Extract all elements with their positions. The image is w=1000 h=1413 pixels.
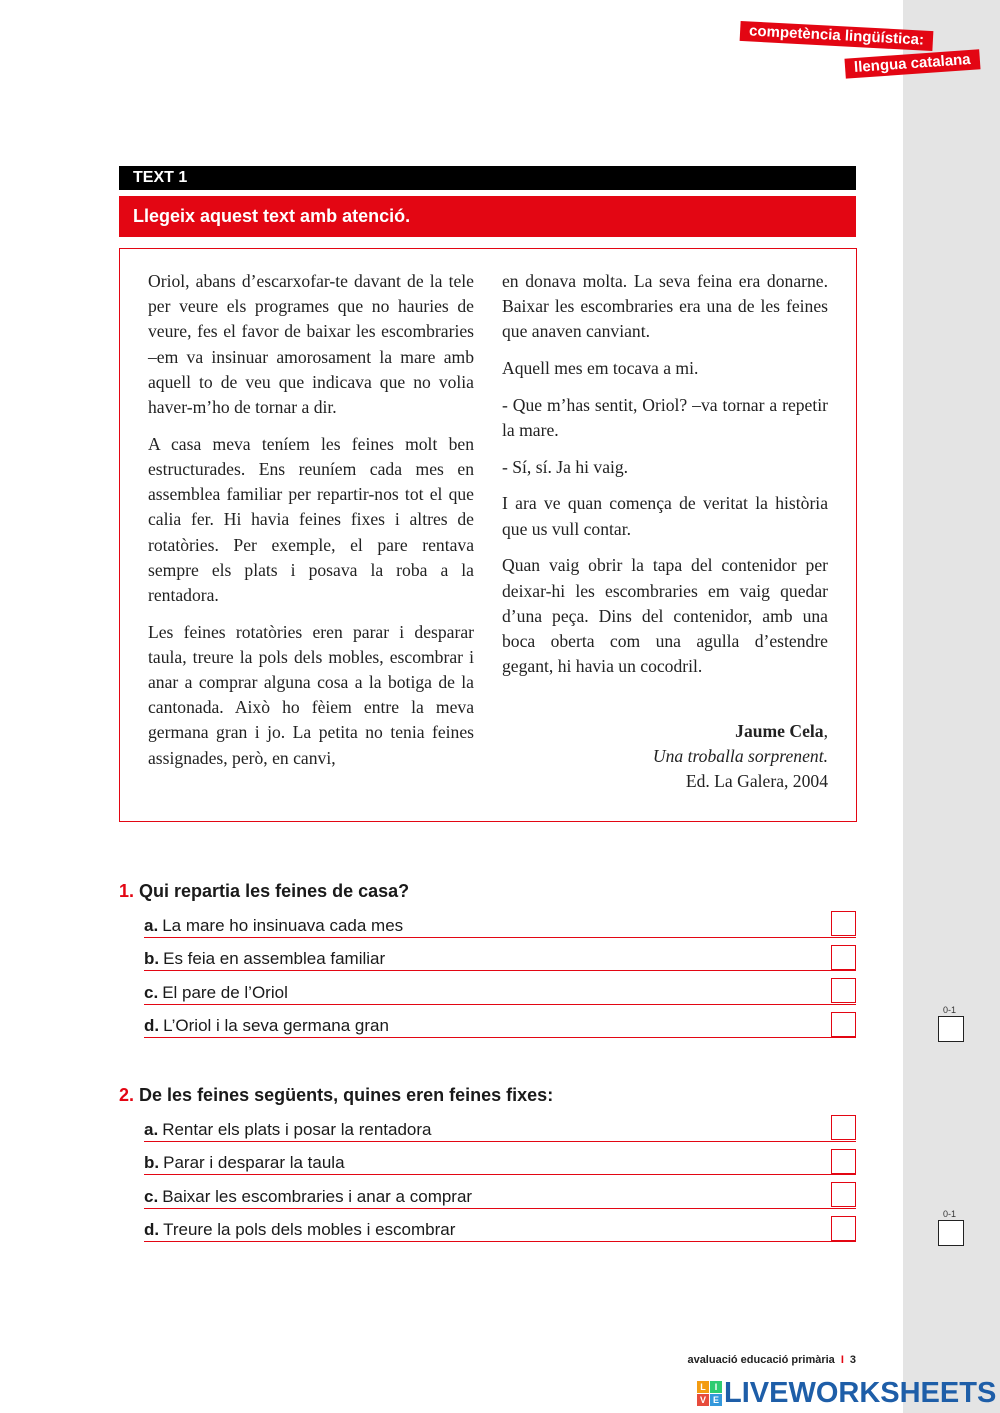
answer-option [144, 971, 856, 1005]
citation [653, 719, 828, 795]
citation-author: Jaume Cela [735, 721, 824, 741]
answer-checkbox[interactable] [831, 1012, 856, 1037]
option-text: Treure la pols dels mobles i escombrar [163, 1220, 456, 1239]
score-box[interactable] [938, 1016, 964, 1042]
grading-sidebar [903, 0, 1000, 1413]
reading-column-left [148, 269, 474, 782]
citation-book: Una troballa sorprenent. [652, 746, 828, 767]
logo-grid-letter: E [710, 1394, 722, 1406]
option-letter: d. [144, 1016, 160, 1035]
answer-option [144, 1142, 856, 1176]
reading-paragraph: I ara ve quan comença de veritat la història que us vull contar. [502, 493, 828, 539]
answer-checkbox[interactable] [831, 1149, 856, 1174]
answer-checkbox[interactable] [831, 1182, 856, 1207]
option-letter: a. [144, 1119, 159, 1139]
liveworksheets-logo [697, 1377, 996, 1409]
reading-paragraph: Aquell mes em tocava a mi. [502, 358, 699, 379]
option-text: El pare de l’Oriol [162, 982, 288, 1002]
question-1 [119, 878, 856, 1038]
answer-checkbox[interactable] [831, 1115, 856, 1140]
subject-tag-line2: llengua catalana [844, 49, 980, 78]
option-text: Baixar les escombraries i anar a comprar [162, 1186, 473, 1206]
score-field-q2 [938, 1209, 964, 1246]
citation-publisher: Ed. La Galera, 2004 [685, 771, 828, 792]
reading-column-right [502, 269, 828, 691]
question-number: 2. [119, 1085, 135, 1105]
answer-checkbox[interactable] [831, 945, 856, 970]
score-field-q1 [938, 1005, 964, 1042]
answer-checkbox[interactable] [831, 911, 856, 936]
option-text: Parar i desparar la taula [163, 1153, 345, 1172]
instruction-bar: Llegeix aquest text amb atenció. [119, 196, 856, 237]
option-letter: b. [144, 1153, 160, 1172]
option-text: La mare ho insinuava cada mes [162, 915, 404, 935]
reading-paragraph: Oriol, abans d’escarxofar-te davant de la tele per veure els programes que no hauries de veure, fes el favor de baixar les escombraries –em va insinuar amorosament la mare amb aquell to de veu que indicava que no volia haver-m’ho de tornar a dir. [148, 271, 474, 418]
reading-paragraph: - Sí, sí. Ja hi vaig. [502, 456, 629, 477]
reading-paragraph: - Que m’has sentit, Oriol? –va tornar a repetir la mare. [502, 394, 828, 441]
reading-paragraph: Les feines rotatòries eren parar i desparar taula, treure la pols dels mobles, escombrar i anar a comprar alguna cosa a la botiga de la cantonada. Això ho fèiem entre la meva germana gran i jo. La petita no tenia feines assignades, però, en canvi, [148, 621, 474, 768]
subject-tag-line1: competència lingüística: [740, 21, 934, 51]
score-box[interactable] [938, 1220, 964, 1246]
option-text: L’Oriol i la seva germana gran [163, 1016, 389, 1035]
question-title [119, 1082, 856, 1108]
question-text: De les feines següents, quines eren feines fixes: [139, 1085, 554, 1105]
citation-comma: , [823, 721, 828, 741]
answer-option [144, 904, 856, 938]
question-2 [119, 1082, 856, 1242]
answer-option [144, 938, 856, 972]
footer-separator: I [840, 1354, 844, 1366]
footer-label: avaluació educació primària [687, 1354, 835, 1366]
text-label-bar: TEXT 1 [119, 166, 856, 190]
answer-option [144, 1175, 856, 1209]
score-label: 0-1 [943, 1209, 957, 1219]
page-number: 3 [849, 1354, 856, 1366]
option-letter: c. [144, 982, 159, 1002]
brand-name: LIVEWORKSHEETS [724, 1376, 997, 1409]
question-title [119, 878, 856, 904]
liveworksheets-logo-icon [697, 1381, 722, 1406]
reading-paragraph: en donava molta. La seva feina era donarne. Baixar les escombraries era una de les feines que anaven canviant. [502, 271, 828, 342]
option-letter: c. [144, 1186, 159, 1206]
option-letter: d. [144, 1220, 160, 1239]
reading-paragraph: A casa meva teníem les feines molt ben estructurades. Ens reuníem cada mes en assemblea familiar per repartir-nos tot el que calia fer. Hi havia feines fixes i altres de rotatòries. Per exemple, el pare rentava sempre els plats i posava la roba a la rentadora. [148, 433, 474, 605]
reading-paragraph: Quan vaig obrir la tapa del contenidor per deixar-hi les escombraries em vaig quedar d’una peça. Dins del contenidor, amb una boca oberta com una agulla d’estendre gegant, hi havia un cocodril. [502, 555, 828, 677]
option-letter: a. [144, 915, 159, 935]
logo-grid-letter: I [710, 1381, 722, 1393]
answer-checkbox[interactable] [831, 978, 856, 1003]
option-text: Rentar els plats i posar la rentadora [162, 1119, 432, 1139]
page-footer [687, 1354, 856, 1366]
answer-checkbox[interactable] [831, 1216, 856, 1241]
answer-option [144, 1005, 856, 1039]
question-number: 1. [119, 881, 135, 901]
logo-grid-letter: L [697, 1381, 709, 1393]
score-label: 0-1 [943, 1005, 957, 1015]
reading-text-box [119, 248, 857, 822]
logo-grid-letter: V [697, 1394, 709, 1406]
question-text: Qui repartia les feines de casa? [139, 881, 410, 901]
option-text: Es feia en assemblea familiar [163, 949, 386, 968]
answer-option [144, 1209, 856, 1243]
answer-option [144, 1108, 856, 1142]
option-letter: b. [144, 949, 160, 968]
